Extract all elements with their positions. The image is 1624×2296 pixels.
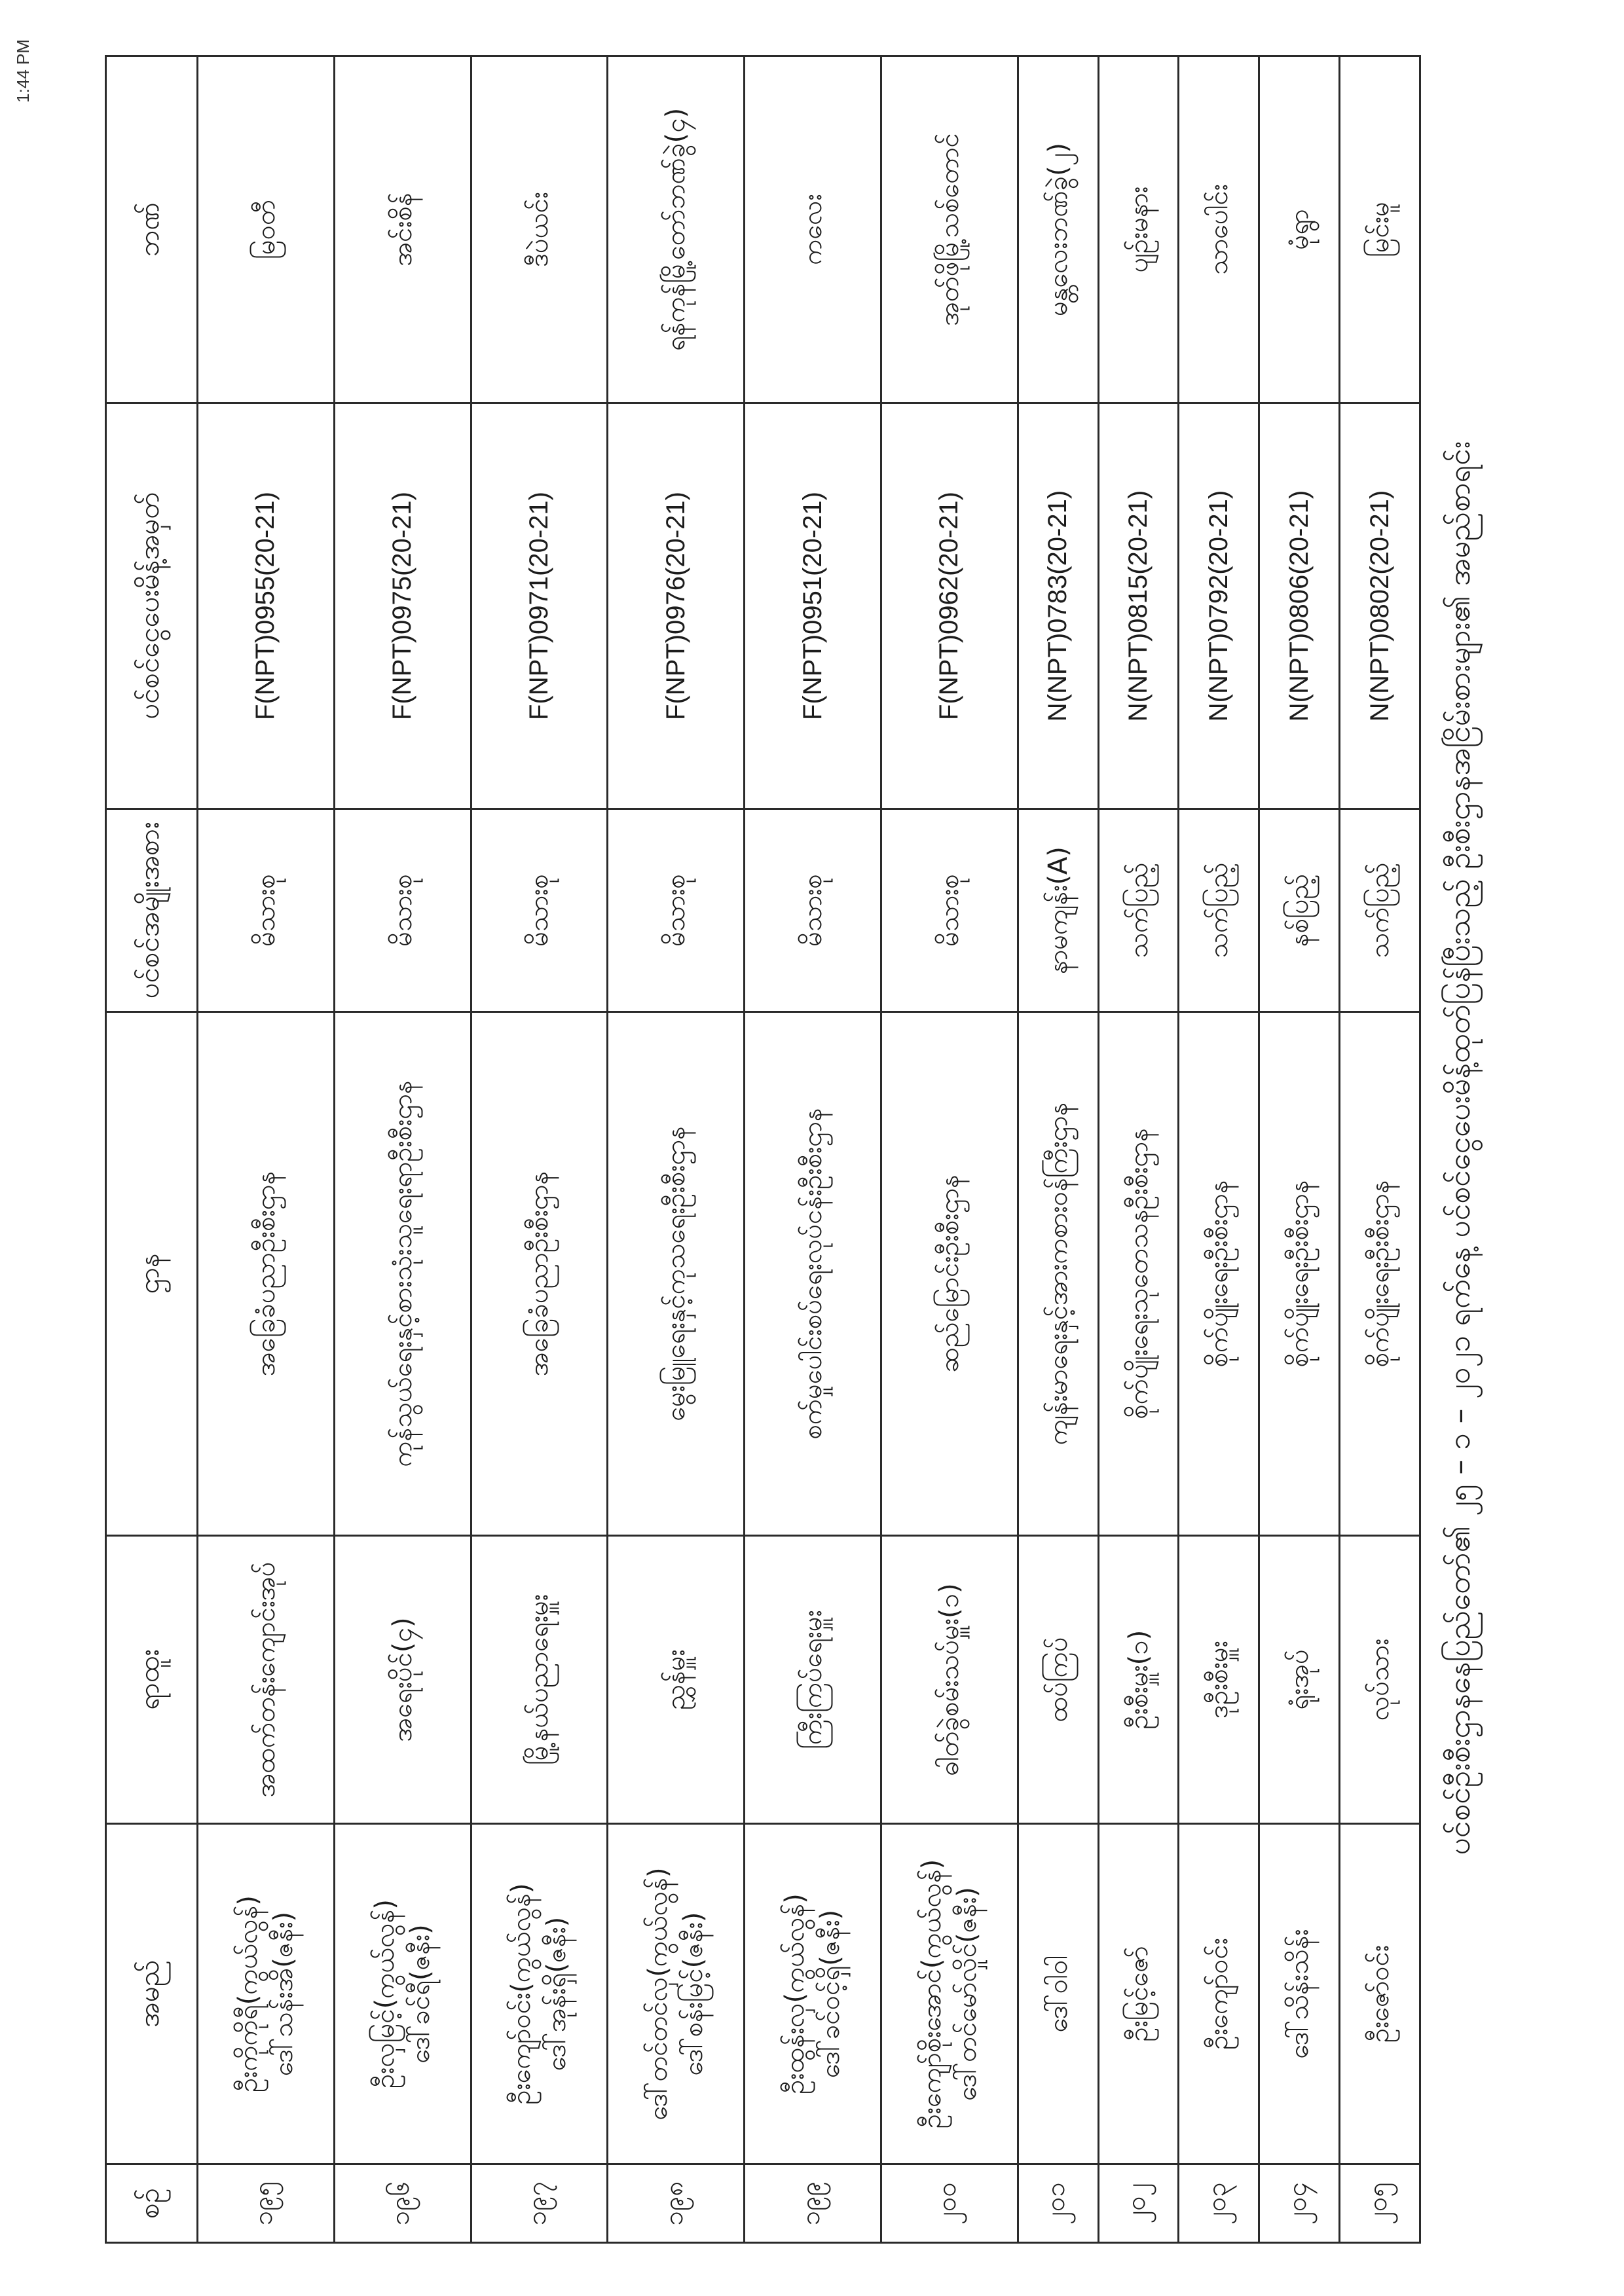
cell-rank: အထက်တန်းကျောင်းအုပ် [198, 1536, 335, 1824]
cell-name: ဒေါ်ဝါဝါ [1018, 1824, 1098, 2164]
cell-name: ဒေါ်တင်တင်လှ(ကွယ်လွန်) ဒေါ်စန်းမြင့်(ဇနီး) [608, 1824, 745, 2164]
cell-name: ဦးထွန်းလှ(ကွယ်လွန်) ဒေါ်ခင်ဝင့်ရှိ(ဇနီး) [745, 1824, 881, 2164]
cell-order-code: F(NPT)0976(20-21) [608, 403, 745, 809]
cell-department: ကုန်သွယ်ရေးနှင့်စားသုံးသူရေးရာဦးစီးဌာန [334, 1012, 471, 1536]
header-name: အမည် [106, 1824, 198, 2164]
cell-no: ၂၀၅ [1340, 2164, 1420, 2243]
cell-department: စိုက်ပျိုးရေးဦးစီးဌာန [1179, 1012, 1259, 1536]
table-row [1340, 56, 1420, 2243]
cell-no: ၂၀၄ [1259, 2164, 1340, 2243]
cell-rank: မြို့နယ်ပညာရေးမှူး [471, 1536, 608, 1824]
cell-pension-type: မိသားစု [745, 809, 881, 1012]
cell-bank: ပျဉ်းမနား [1098, 56, 1179, 403]
cell-bank: မန္တလေးဘဏ်ခွဲ(၂) [1018, 56, 1098, 403]
table-row [1259, 56, 1340, 2243]
cell-rank: အရေးပိုင်(၄) [334, 1536, 471, 1824]
cell-rank: ရုံးအုပ် [1259, 1536, 1340, 1824]
cell-name: ဦးကျော်စိုးအောင်(ကွယ်လွန်) ဒေါ်တင်မော်လှိုင်(ဇနီး) [881, 1824, 1018, 2164]
scan-timestamp: 1:44 PM [13, 39, 33, 103]
cell-department: အခြေခံပညာဦးစီးဌာန [198, 1012, 335, 1536]
cell-department: ကျန်းမာရေးနှင့်အားကစားဝန်ကြီးဌာန [1018, 1012, 1098, 1536]
cell-name: ဦးကိုကိုရီ(ကွယ်လွန်) ဒေါ်သန်းအိ(ဇနီး) [198, 1824, 335, 2164]
cell-pension-type: မိသားစု [608, 809, 745, 1012]
cell-bank: ရန်ကုန်မြို့တော်ဘဏ်ခွဲ(၄) [608, 56, 745, 403]
cell-pension-type: မိသားစု [471, 809, 608, 1012]
table-row [1098, 56, 1179, 2243]
cell-pension-type: သက်ပြည့် [1340, 809, 1420, 1012]
cell-rank: လုပ်သား [1340, 1536, 1420, 1824]
cell-name: ဦးမြင့်ဇော် [1098, 1824, 1179, 2164]
table-row [881, 56, 1018, 2243]
cell-no: ၂၀၂ [1098, 2164, 1179, 2243]
table-row [334, 56, 471, 2243]
cell-order-code: F(NPT)0955(20-21) [198, 403, 335, 809]
table-row [745, 56, 881, 2243]
cell-name: ဦးလှမြင့်(ကွယ်လွန်) ဒေါ်ခင်ရီ(ဇနီး) [334, 1824, 471, 2164]
cell-pension-type: မိသားစု [881, 809, 1018, 1012]
cell-department: စိုက်ပျိုးရေးဦးစီးဌာန [1259, 1012, 1340, 1536]
table-body [198, 56, 1420, 2243]
cell-no: ၂၀၀ [881, 2164, 1018, 2243]
table-row [471, 56, 608, 2243]
cell-bank: ဒီပဲယင်း [471, 56, 608, 403]
cell-bank: မုံရွာ [1259, 56, 1340, 403]
cell-no: ၁၉၇ [471, 2164, 608, 2243]
cell-rank: ညွှန်မှူး [608, 1536, 745, 1824]
cell-name: ဦးကျော်ဝင်း [1179, 1824, 1259, 2164]
cell-no: ၁၉၆ [334, 2164, 471, 2243]
cell-no: ၁၉၅ [198, 2164, 335, 2243]
cell-rank: ဦးစီးမှူး(၁) [1098, 1536, 1179, 1824]
cell-no: ၁၉၈ [608, 2164, 745, 2243]
cell-department: ဆည်မြောင်းဦးစီးဌာန [881, 1012, 1018, 1536]
table-row [608, 56, 745, 2243]
cell-department: စိုက်ပျိုးရေးဦးစီးဌာန [1340, 1012, 1420, 1536]
cell-bank: သာပေါင်း [1179, 56, 1259, 403]
cell-bank: ကလေး [745, 56, 881, 403]
cell-department: စိုက်ပျိုးရေးသုတေသနဦးစီးဌာန [1098, 1012, 1179, 1536]
cell-rank: ကြီးကြပ်ရေးမှူး [745, 1536, 881, 1824]
cell-name: ဒေါ်သိန်းသိန်း [1259, 1824, 1340, 2164]
page-title: ပင်စင်ဦးစီးဌာနနေပြည်တော်၏ ၂၅ – ၁ – ၂၀၂၁ ရက်နေ့ ပင်စင်ငွေပေးမိန့်ထုတ်ပြန်ပြီးသည့် ဦးစီးဌာနအငြိမ်းစားများ၏ အမည်စာရင်း [1441, 441, 1477, 1855]
cell-pension-type: သက်ပြည့် [1098, 809, 1179, 1012]
cell-rank: ထပ်ကြပ် [1018, 1536, 1098, 1824]
cell-order-code: F(NPT)0951(20-21) [745, 403, 881, 809]
cell-pension-type: နစ်ပြည့် [1259, 809, 1340, 1012]
header-order-code: ပင်စင်ငွေပေးမိန့်အမှတ် [106, 403, 198, 809]
table-row [1018, 56, 1098, 2243]
cell-pension-type: သက်ပြည့် [1179, 809, 1259, 1012]
cell-pension-type: နာမကျန်း(A) [1018, 809, 1098, 1012]
cell-bank: အုတ်ဖိုမြို့သစ်တောင် [881, 56, 1018, 403]
cell-pension-type: မိသားစု [198, 809, 335, 1012]
header-no: စဉ် [106, 2164, 198, 2243]
cell-order-code: N(NPT)0806(20-21) [1259, 403, 1340, 809]
cell-order-code: F(NPT)0962(20-21) [881, 403, 1018, 809]
header-bank: ဘဏ် [106, 56, 198, 403]
cell-rank: ဒုဦးစီးမှူး [1179, 1536, 1259, 1824]
header-rank: ရာထူး [106, 1536, 198, 1824]
header-pension-type: ပင်စင်အမျိုးအစား [106, 809, 198, 1012]
table-header-row [106, 56, 198, 2243]
cell-no: ၂၀၁ [1018, 2164, 1098, 2243]
cell-name: ဦးဇော်ဝင်း [1340, 1824, 1420, 2164]
header-department: ဌာန [106, 1012, 198, 1536]
cell-pension-type: မိသားစု [334, 809, 471, 1012]
cell-rank: ဓါတ်ခွဲစမ်းသပ်မှူး(၁) [881, 1536, 1018, 1824]
table-row [198, 56, 335, 2243]
cell-bank: မြင်းမူ [1340, 56, 1420, 403]
cell-department: အခြေခံပညာဦးစီးဌာန [471, 1012, 608, 1536]
cell-name: ဦးကျော်ဝင်း(ကွယ်လွန်) ဒေါ်အုန်းရှိ(ဇနီး) [471, 1824, 608, 2164]
cell-bank: အင်းစိန် [334, 56, 471, 403]
cell-order-code: N(NPT)0802(20-21) [1340, 403, 1420, 809]
cell-department: စက်မှုပေါင်းစပ်ရေးလုပ်ငန်းဦးစီးဌာန [745, 1012, 881, 1536]
cell-order-code: N(NPT)0815(20-21) [1098, 403, 1179, 809]
cell-order-code: N(NPT)0783(20-21) [1018, 403, 1098, 809]
pensioner-table [105, 55, 1421, 2244]
cell-bank: မြဝတီ [198, 56, 335, 403]
cell-department: မွေးမြူရေးနှင့်ကုသရေးဦးစီးဌာန [608, 1012, 745, 1536]
cell-no: ၁၉၉ [745, 2164, 881, 2243]
cell-order-code: N(NPT)0792(20-21) [1179, 403, 1259, 809]
cell-order-code: F(NPT)0975(20-21) [334, 403, 471, 809]
table-row [1179, 56, 1259, 2243]
cell-order-code: F(NPT)0971(20-21) [471, 403, 608, 809]
cell-no: ၂၀၃ [1179, 2164, 1259, 2243]
